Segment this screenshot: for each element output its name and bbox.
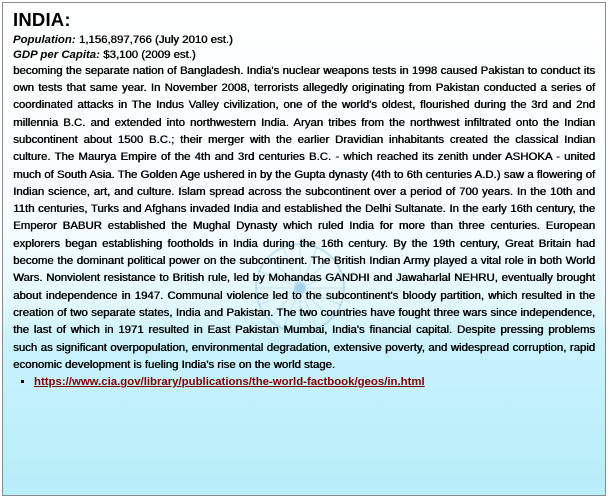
page-title: INDIA: [13, 9, 71, 30]
content-area [3, 3, 605, 495]
factbook-link[interactable]: https://www.cia.gov/library/publications/the-world-factbook/geos/in.html [34, 376, 425, 389]
gdp-value: $3,100 (2009 est.) [103, 48, 196, 61]
population-row [13, 33, 595, 48]
population-value: 1,156,897,766 (July 2010 est.) [78, 34, 233, 46]
gdp-row [13, 48, 595, 63]
gdp-label: GDP per Capita: [13, 48, 100, 61]
list-item [34, 374, 595, 390]
facts-block [13, 33, 595, 63]
country-fact-card [2, 2, 606, 496]
source-links [13, 374, 595, 390]
population-label: Population: [13, 34, 76, 46]
history-paragraph: becoming the separate nation of Bangladesh. India's nuclear weapons tests in 1998 caused Pakistan to conduct its own tests that same year. In November 2008, terrorists allegedly originating from Pakistan conducted a series of coordinated attacks in The Indus Valley civilization, one of the world's oldest, flourished during the 3rd and 2nd millennia B.C. and extended into northwestern India. Aryan tribes from the northwest infiltrated onto the Indian subcontinent about 1500 B.C.; their merger with the earlier Dravidian inhabitants created the classical Indian culture. The Maurya Empire of the 4th and 3rd centuries B.C. - which reached its zenith under ASHOKA - united much of South Asia. The Golden Age ushered in by the Gupta dynasty (4th to 6th centuries A.D.) saw a flowering of Indian science, art, and culture. Islam spread across the subcontinent over a period of 700 years. In the 10th and 11th centuries, Turks and Afghans invaded India and established the Delhi Sultanate. In the early 16th century, the Emperor BABUR established the Mughal Dynasty which ruled India for more than three centuries. European explorers began establishing footholds in India during the 16th century. By the 19th century, Great Britain had become the dominant political power on the subcontinent. The British Indian Army played a vital role in both World Wars. Nonviolent resistance to British rule, led by Mohandas GANDHI and Jawaharlal NEHRU, eventually brought about independence in 1947. Communal violence led to the subcontinent's bloody partition, which resulted in the creation of two separate states, India and Pakistan. The two countries have fought three wars since independence, the last of which in 1971 resulted in East Pakistan Mumbai, India's financial capital. Despite pressing problems such as significant overpopulation, environmental degradation, extensive poverty, and widespread corruption, rapid economic development is fueling India's rise on the world stage. [13, 64, 595, 371]
